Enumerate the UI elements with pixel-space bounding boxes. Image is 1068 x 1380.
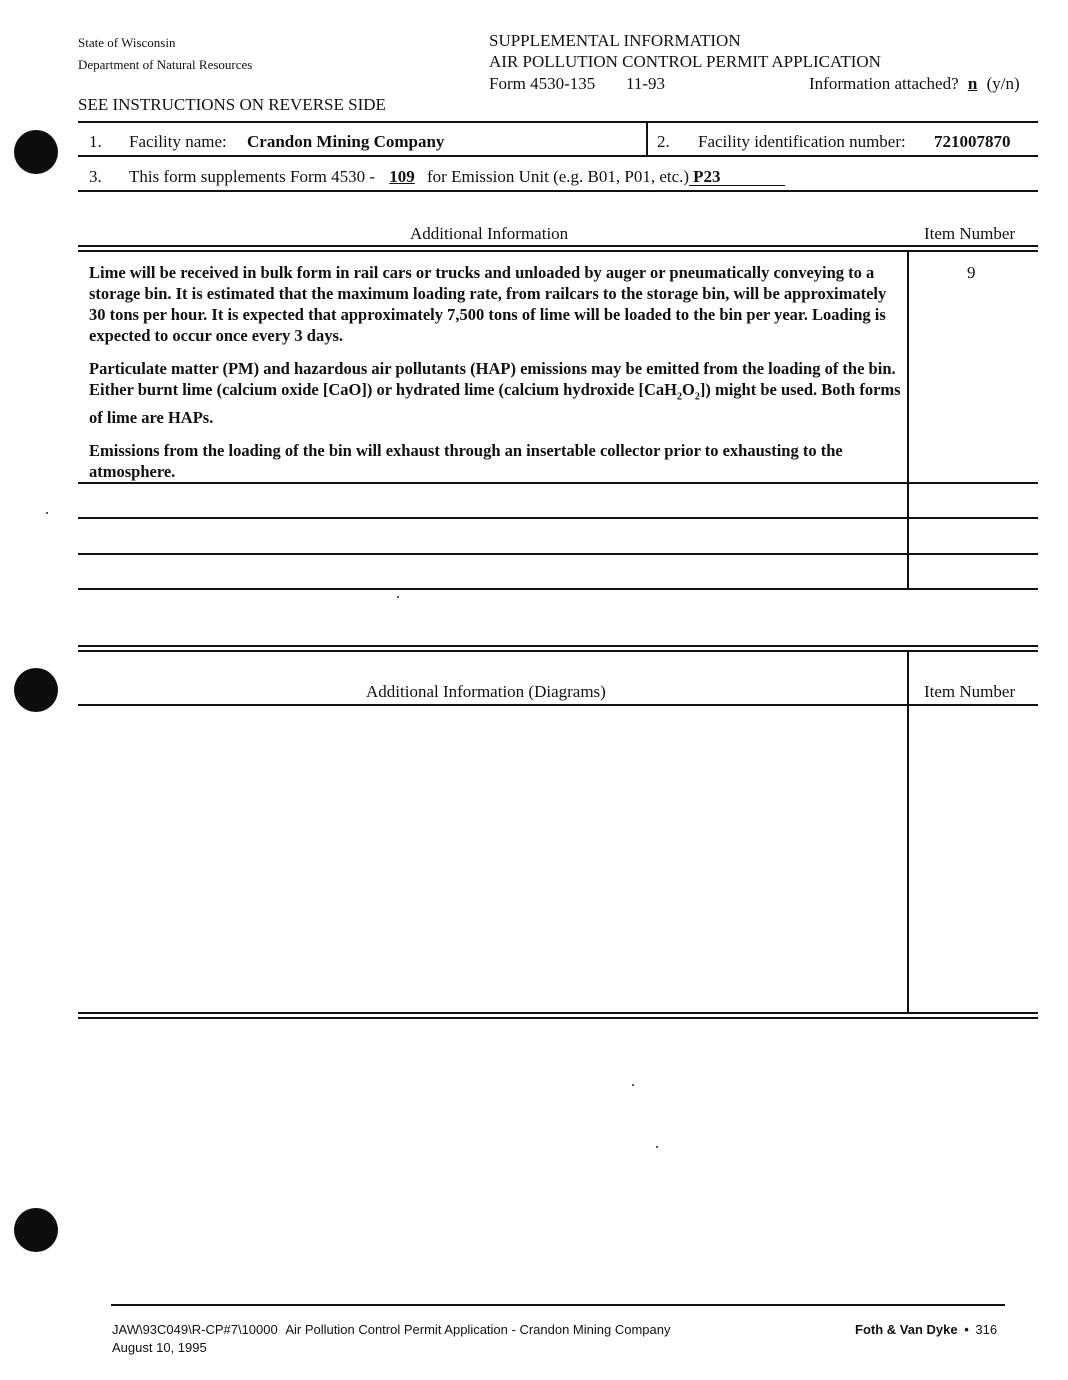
- form-title-line1: SUPPLEMENTAL INFORMATION: [489, 31, 741, 50]
- diagram-double-rule-b: [78, 650, 1038, 652]
- stray-mark: [632, 1084, 634, 1086]
- item-number-header: Item Number: [924, 224, 1016, 243]
- instructions-note: SEE INSTRUCTIONS ON REVERSE SIDE: [78, 95, 386, 114]
- state-label: State of Wisconsin: [78, 35, 176, 50]
- field-3-label-prefix: This form supplements Form 4530 -: [129, 167, 376, 186]
- company-name: Foth & Van Dyke: [855, 1322, 958, 1337]
- facility-name-value: Crandon Mining Company: [247, 132, 445, 151]
- field-3-row: [129, 167, 785, 187]
- stray-mark: [656, 1146, 658, 1148]
- diagram-bottom-rule-b: [78, 1017, 1038, 1019]
- diagram-double-rule-a: [78, 645, 1038, 647]
- footer-rule: [111, 1304, 1005, 1306]
- field-divider: [646, 121, 648, 157]
- blank-row-rule-2: [78, 517, 1038, 519]
- rule-field-3: [78, 190, 1038, 192]
- blank-row-rule-4: [78, 588, 1038, 590]
- field-1-number: 1.: [89, 132, 102, 151]
- rule-field-1: [78, 155, 1038, 157]
- info-paragraph-1: Lime will be received in bulk form in rail cars or trucks and unloaded by auger or pneumatically conveying to a storage bin. It is estimated that the maximum loading rate, from railcars to the storage bin, will be approximately 30 tons per hour. It is expected that approximately 7,500 tons of lime will be loaded to the bin per year. Loading is expected to occur once every 3 days.: [89, 263, 887, 345]
- form-date: 11-93: [626, 74, 666, 93]
- form-number: Form 4530-135: [489, 74, 596, 93]
- info-attached-suffix: (y/n): [986, 74, 1020, 93]
- additional-info-header: Additional Information: [410, 224, 569, 243]
- stray-mark: [397, 596, 399, 598]
- facility-id-value: 721007870: [934, 132, 1011, 151]
- footer-path: JAW\93C049\R-CP#7\10000: [112, 1322, 278, 1337]
- diagram-item-divider: [907, 652, 909, 1012]
- info-paragraph-2: Particulate matter (PM) and hazardous air pollutants (HAP) emissions may be emitted from the loading of the bin. Either burnt lime (calcium oxide [CaO]) or hydrated lime (calcium hydroxide $[CaH_2O_2]$) might be used. Both forms of lime are HAPs.: [89, 359, 901, 428]
- info-attached-value: n: [967, 74, 978, 93]
- field-3-label-mid: for Emission Unit (e.g. B01, P01, etc.): [427, 167, 690, 186]
- department-label: Department of Natural Resources: [78, 57, 253, 72]
- supplemented-form-value: 109: [389, 167, 415, 186]
- rule-top: [78, 121, 1038, 123]
- field-2-label: Facility identification number:: [698, 132, 906, 151]
- info-attached: [809, 74, 1020, 94]
- emission-unit-value: P23: [689, 168, 785, 186]
- blank-row-rule-3: [78, 553, 1038, 555]
- form-title-line2: AIR POLLUTION CONTROL PERMIT APPLICATION: [489, 52, 881, 71]
- field-3-number: 3.: [89, 167, 102, 186]
- footer-description: Air Pollution Control Permit Application - Crandon Mining Company: [285, 1322, 671, 1337]
- info-attached-label: Information attached?: [809, 74, 959, 93]
- page-number: 316: [975, 1322, 998, 1337]
- blank-row-rule-1: [78, 482, 1038, 484]
- double-rule-b: [78, 250, 1038, 252]
- footer-date: August 10, 1995: [112, 1340, 207, 1355]
- diagram-header-rule: [78, 704, 1038, 706]
- footer-reference: [112, 1322, 670, 1337]
- additional-info-body: [89, 262, 903, 494]
- field-1-label: Facility name:: [129, 132, 227, 151]
- info-paragraph-3: Emissions from the loading of the bin will exhaust through an insertable collector prior to exhausting to the atmosphere.: [89, 441, 843, 482]
- stray-mark: [46, 512, 48, 514]
- double-rule-a: [78, 245, 1038, 247]
- footer-company: [855, 1322, 997, 1337]
- item-column-divider: [907, 252, 909, 589]
- punch-hole-middle: [14, 668, 58, 712]
- bullet-separator: •: [964, 1322, 969, 1337]
- punch-hole-bottom: [14, 1208, 58, 1252]
- item-number-value: 9: [967, 263, 976, 282]
- diagrams-header: Additional Information (Diagrams): [366, 682, 606, 701]
- diagrams-item-number-header: Item Number: [924, 682, 1016, 701]
- field-2-number: 2.: [657, 132, 670, 151]
- diagram-bottom-rule-a: [78, 1012, 1038, 1014]
- punch-hole-top: [14, 130, 58, 174]
